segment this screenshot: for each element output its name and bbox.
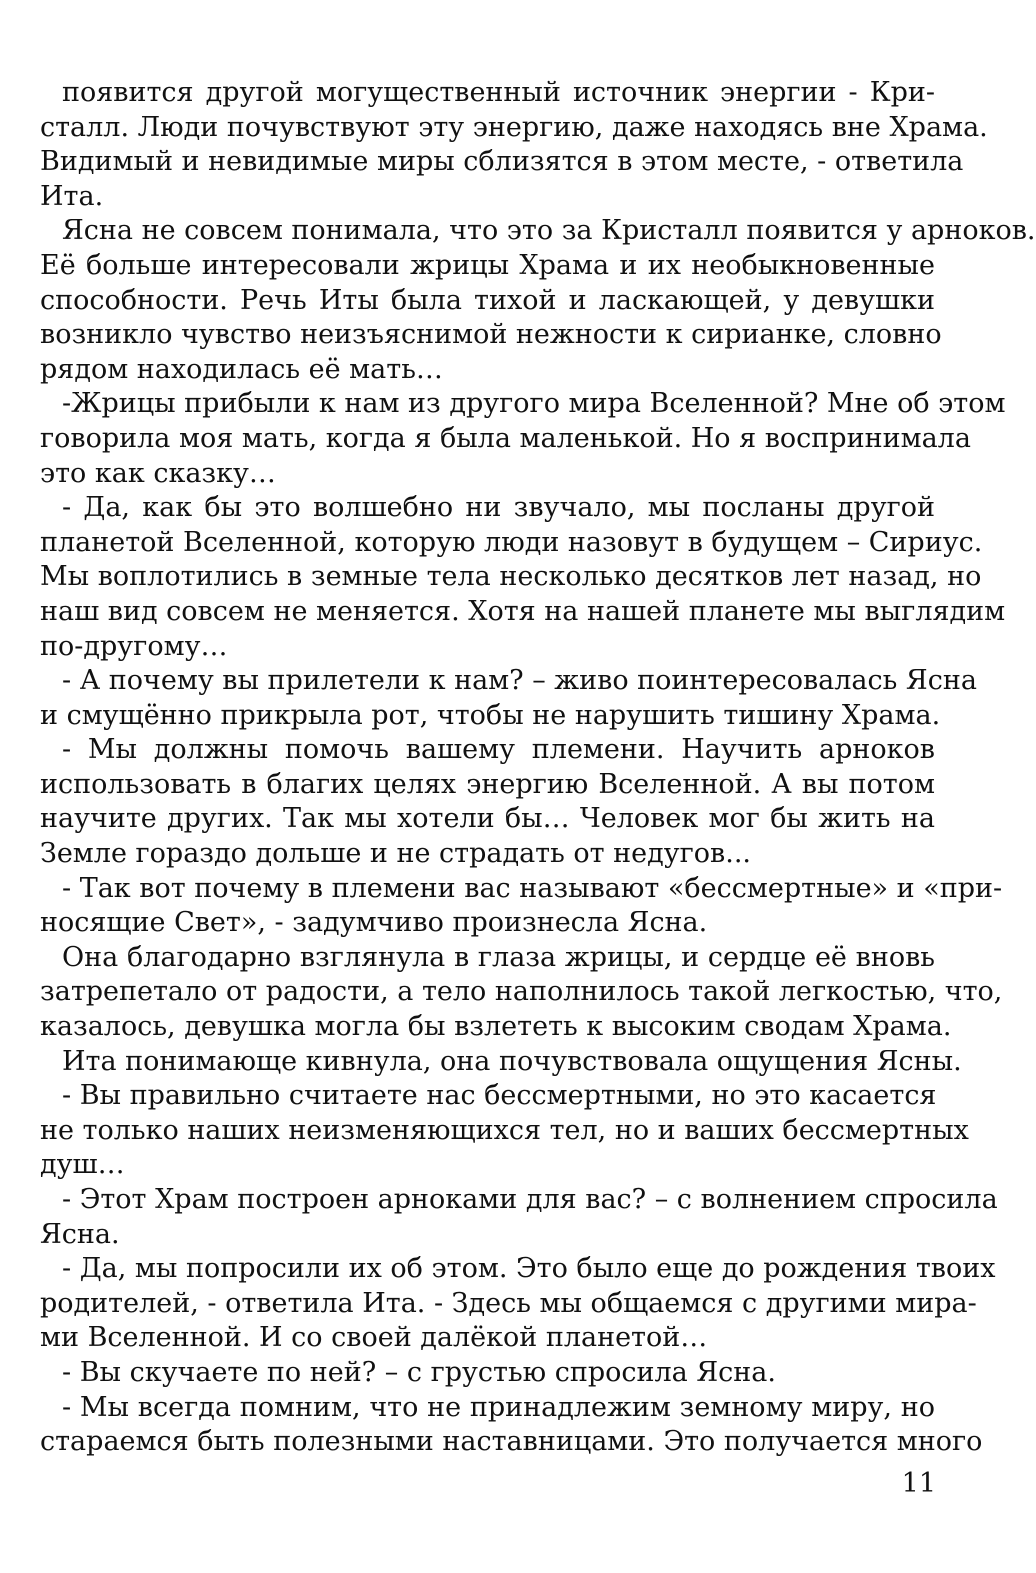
text-line: научите других. Так мы хотели бы… Человек мог бы жить на (40, 803, 935, 835)
text-line: сталл. Люди почувствуют эту энергию, даже находясь вне Храма. (40, 111, 988, 143)
text-line: не только наших неизменяющихся тел, но и ваших бессмертных (40, 1114, 969, 1146)
text-line: - Так вот почему в племени вас называют «бессмертные» и «при- (62, 872, 1003, 904)
text-line: - Да, как бы это волшебно ни звучало, мы посланы другой (62, 492, 935, 524)
text-line: Ясна. (40, 1218, 120, 1250)
text-line: Мы воплотились в земные тела несколько десятков лет назад, но (40, 561, 982, 593)
text-line: Ита понимающе кивнула, она почувствовала ощущения Ясны. (62, 1045, 962, 1077)
text-line: душ… (40, 1149, 125, 1181)
text-line: Видимый и невидимые миры сблизятся в этом месте, - ответила (40, 146, 964, 178)
text-line: способности. Речь Иты была тихой и ласкающей, у девушки (40, 284, 935, 316)
page-number: 11 (901, 1468, 936, 1499)
text-line: - Мы должны помочь вашему племени. Научить арноков (62, 734, 935, 766)
text-line: планетой Вселенной, которую люди назовут в будущем – Сириус. (40, 526, 983, 558)
text-line: - Вы правильно считаете нас бессмертными, но это касается (62, 1080, 937, 1112)
text-line: - Этот Храм построен арноками для вас? – с волнением спросила (62, 1184, 998, 1215)
text-line: это как сказку… (40, 457, 276, 489)
text-line: по-другому… (40, 630, 228, 662)
text-line: Земле гораздо дольше и не страдать от недугов... (40, 838, 752, 870)
text-line: - Мы всегда помним, что не принадлежим земному миру, но (62, 1391, 935, 1423)
text-line: Её больше интересовали жрицы Храма и их необыкновенные (40, 249, 935, 281)
text-line: появится другой могущественный источник энергии - Кри- (62, 77, 935, 108)
text-line: - А почему вы прилетели к нам? – живо поинтересовалась Ясна (62, 665, 977, 697)
text-line: ми Вселенной. И со своей далёкой планетой… (40, 1322, 708, 1354)
text-line: и смущённо прикрыла рот, чтобы не нарушить тишину Храма. (40, 699, 941, 731)
text-line: использовать в благих целях энергию Вселенной. А вы потом (40, 768, 935, 800)
text-line: Она благодарно взглянула в глаза жрицы, и сердце её вновь (62, 941, 935, 973)
text-line: - Да, мы попросили их об этом. Это было еще до рождения твоих (62, 1253, 996, 1285)
text-line: - Вы скучаете по ней? – с грустью спросила Ясна. (62, 1356, 776, 1388)
text-line: Ита. (40, 180, 104, 212)
text-line: затрепетало от радости, а тело наполнилось такой легкостью, что, (40, 976, 1003, 1008)
text-line: наш вид совсем не меняется. Хотя на нашей планете мы выглядим (40, 595, 1006, 627)
text-line: Ясна не совсем понимала, что это за Кристалл появится у арноков. (62, 215, 1036, 247)
text-line: родителей, - ответила Ита. - Здесь мы общаемся с другими мира- (40, 1287, 977, 1319)
text-line: -Жрицы прибыли к нам из другого мира Вселенной? Мне об этом (62, 388, 1006, 420)
text-line: рядом находилась её мать… (40, 353, 443, 385)
text-line: казалось, девушка могла бы взлететь к высоким сводам Храма. (40, 1011, 952, 1043)
text-line: возникло чувство неизъяснимой нежности к сирианке, словно (40, 319, 942, 351)
text-line: носящие Свет», - задумчиво произнесла Ясна. (40, 907, 708, 939)
text-line: стараемся быть полезными наставницами. Это получается много (40, 1426, 983, 1458)
text-line: говорила моя мать, когда я была маленькой. Но я воспринимала (40, 422, 971, 454)
book-page-text (40, 76, 1036, 1460)
